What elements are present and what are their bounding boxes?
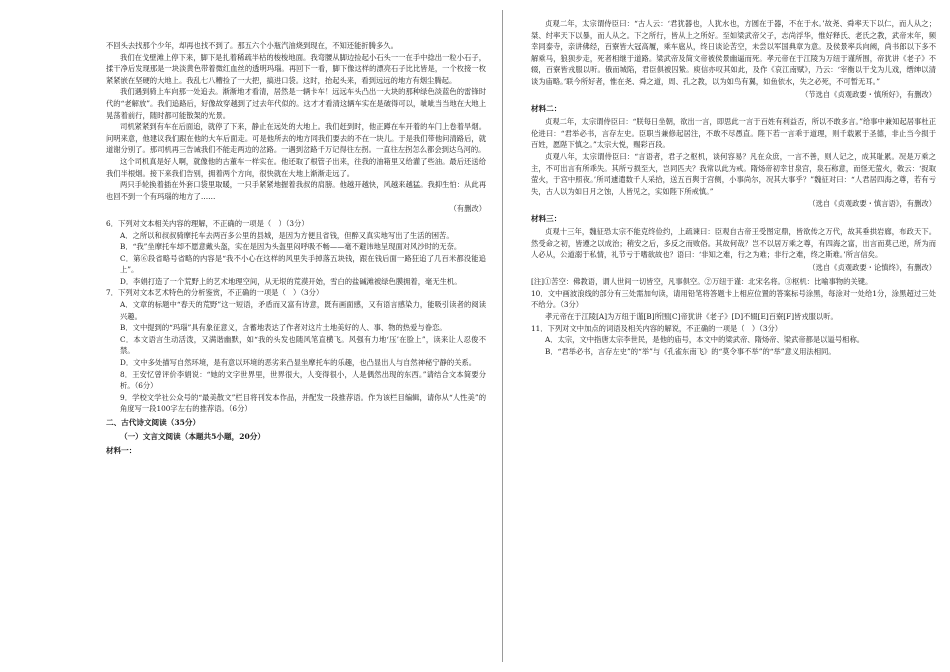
passage-paragraph: 这个司机真是好人啊，就像他的古董车一样实在。他还取了根管子出来，往我的油箱里又给灌了些油。最后还送给我们半根烟。接下来我们告别，拥着两个方向，很快就在大地上渐渐走远了。 <box>106 156 486 178</box>
passage-paragraph: 我们在戈壁滩上停下来，脚下是扎着稀疏半枯的梭梭地面。我弯腰从脚边捡起小石头一一在手中捻出一粒小石子，揉干净后发现那是一块淡黄色带着微红血丝的透明玛瑙。再回下一看，脚下像这样的漂亮石子比比皆是，一个枚接一枚紧紧嵌在坚硬的大地上。我乱七八糟捡了一大把，搞进口袋。这时，抬起头来，看到远远的地方有烟尘腾起。 <box>106 52 486 85</box>
annotation-note: [注]①苦空：佛教语，谓人世间一切皆空，凡事俱空。②万纽于谨：北宋名将。③枢机：比喻事物的关键。 <box>531 277 873 287</box>
option-d: D．文中多处描写自然环境，是有意以环境的恶劣来凸显坐摩托车的乐趣，也凸显出人与自然神秘宁静的关系。 <box>120 358 477 368</box>
right-column <box>507 0 950 672</box>
material-1-source: （节选自《贞观政要・慎所好》，有删改） <box>801 89 936 99</box>
option-a: A．太宗，文中指唐太宗李世民，是他的庙号，本文中的梁武帝、隋炀帝、梁武帝都是以谥号相称。 <box>545 335 865 345</box>
option-a: A．文章的标题中“春天的荒野”这一短语，矛盾而又富有诗意，既有画面感，又有语言感染力，能吸引读者的阅读兴趣。 <box>120 300 486 321</box>
question-8: 8．王安忆曾评价李娟说：“她的文字世界里，世界很大，人变得很小，人是偶然出现的东西。”请结合文本简要分析。（6分） <box>120 369 486 391</box>
question-9: 9．学校文学社公众号的“最美散文”栏目将刊发本作品，并配发一段推荐语。作为该栏目编辑，请你从“人性美”的角度写一段100字左右的推荐语。（6分） <box>120 392 486 414</box>
option-d: D．李娟打造了一个荒野上的艺术地理空间，从无垠的荒漠开始，雪白的盐碱滩被绿色膜拥着，毫无生机。 <box>120 276 462 286</box>
option-b: B．“我”坐摩托车却不愿意戴头盔，实在是因为头盔里闷呼吸不畅——毫不避讳地呈现面对风沙时的无奈。 <box>120 242 462 252</box>
passage-paragraph: 不回头去找那个少年，却再也找不到了。那五六个小瓶汽油烧到现在，不知还能折腾多久。 <box>106 41 398 50</box>
passage-paragraph: 我们遇到骑上车向那一处追去。渐渐地才看清，居然是一辆卡车！远远车头凸出一大块的那种绿色淡蓝色的雷锋时代的“老解放”。我们追路后，好像故穿越到了过去年代似的。这才才看清这辆车实在是破得可以，呲呲当当地在大地上晃荡着前行，随时都可能散架的光景。 <box>106 87 486 120</box>
column-divider <box>502 10 503 662</box>
section-heading: 二、古代诗文阅读（35分） <box>106 418 201 427</box>
question-7: 7．下列对文本艺术特色的分析鉴赏，不正确的一项是（ ）（3分） <box>106 288 324 298</box>
question-6: 6．下列对文本相关内容的理解，不正确的一项是（ ）（3分） <box>106 218 309 228</box>
passage-paragraph: 司机紧紧到有车在后面追，就停了下来，静止在远处的大地上。我们赶到时，他正蹲在车开着的车门上卷着旱烟。问明来意，他建议我们跟在他的大车后面走。可是他所去的地方同我们要去的不在一块儿。于是我们带他问清路后，就道谢分别了。那司机再三告诫我们不能走两边的岔路。一遇到岔路千万记得往左拐。一直往左拐怎么都会到达乌河的。 <box>106 122 486 155</box>
passage-paragraph: 两只手轮换着插在外套口袋里取暖，一只手紧紧地握着我叔的肩膀。他越开越快，风越来越猛。我抑生怕：从此再也回不到一个有玛瑙的地方了…… <box>106 180 486 201</box>
question-11: 11．下列对文中加点的词语及相关内容的解说，不正确的一项是（ ）（3分） <box>531 323 783 333</box>
material-2-text: 贞观八年，太宗谓侍臣曰：“言语者，君子之枢机，谈何容易？凡在众庶，一言不善，则人记之，成其耻累。况是万乘之主，不可出言有所乖失。其所亏损至大，岂同匹夫？我常以此为戒。隋炀帝初幸甘泉宫，泉石称意，而怪无萤火，敕云：‘捉取萤火，于宫中照夜。’所司遽遣数千人采拾，送五百舆于宫侧，小事尚尔，况其大事乎？”魏征对曰：“人君居四海之尊，若有亏失，古人以为如日月之蚀，人皆见之，实如陛下所戒慎。” <box>531 151 936 196</box>
subsection-heading: （一）文言文阅读（本题共5小题，20分） <box>120 432 265 441</box>
punctuation-sentence: 孝元帝在于江陵[A]为万纽于谨[B]所围[C]帝犹讲《老子》[D]不辍[E]百寮[F]皆戎服以听。 <box>545 312 838 322</box>
material-label: 材料一： <box>106 446 137 455</box>
option-a: A．之所以和叔叔骑摩托车去两百多公里的县城，是因为方便且省钱，但醉又真实地写出了生活的困苦。 <box>120 230 454 240</box>
material-2-source: （选自《贞观政要・慎言语》，有删改） <box>808 199 936 209</box>
material-3-text: 贞观十三年，魏征恐太宗不能克终俭约，上疏谏曰：臣观自古帝王受图定鼎，皆欲传之万代，故其垂拱岩廊，布政天下。然受命之初，皆遵之以成治；稍安之后，多反之而败俗。其故何哉？岂不以居万乘之尊，有四海之富，出言而莫己逆，所为而人必从，公道溺于私情，礼节亏于嗜欲故也？语曰：‘非知之难，行之为难；非行之难，终之斯难。’所言信矣。 <box>531 226 936 260</box>
material-2-label: 材料二： <box>531 104 562 114</box>
question-10: 10．文中画波浪线的部分有三处需加句读，请用铅笔将答题卡上相应位置的答案标号涂黑，每涂对一处给1分，涂黑超过三处不给分。（3分） <box>531 288 936 310</box>
material-2-text: 贞观二年，太宗谓侍臣曰：“朕每日坐朝，欲出一言，即思此一言于百姓有利益否，所以不敢多言。”给事中兼知起居事杜正伦进曰：“君举必书，言存左史。臣职当兼修起居注，不敢不尽愚直。陛下若一言乖于道理，则千载累于圣德，非止当今损于百姓，愿陛下慎之。”太宗大悦，赐彩百段。 <box>531 117 936 150</box>
material-1-text: 贞观二年，太宗谓侍臣曰：“古人云：‘君犹器也，人犹水也，方圆在于器，不在于水。’故尧、舜率天下以仁，而人从之；桀、纣率天下以暴，而人从之。下之所行，皆从上之所好。至如梁武帝父子，志尚浮华，惟好释氏、老氏之教，武帝末年，频幸同泰寺，亲讲佛经，百寮皆大冠高履，乘车扈从，终日谈论苦空，未尝以军国典章为意。及侯景率兵向阙，尚书郎以下多不解乘马，狼狈步走，死者相继于道路。梁武帝及简文帝被侯景幽逼而死。孝元帝在于江陵为万纽于谨所围，帝犹讲《老子》不辍，百寮皆戎服以听。俄而城陷，君臣俱被囚絷。庾信亦叹其如此，及作《哀江南赋》，乃云：‘宰衡以干戈为儿戏，缙绅以清谈为庙略。’联今所好者，惟在尧、舜之道，周、孔之教，以为如鸟有翼，如鱼依水，失之必死，不可暂无耳。” <box>531 19 936 86</box>
option-b: B．文中提到的“玛瑙”具有象征意义，含蓄地表达了作者对这片土地美好的人、事、物的热爱与眷恋。 <box>120 323 447 333</box>
material-3-label: 材料三： <box>531 213 562 223</box>
option-c: C．本文语言生动活泼，又满谐幽默，如“我的头发也随风笔直横飞。风强有力地‘压’在脸上”，读来让人忍俊不禁。 <box>120 334 486 356</box>
option-c: C．第⑥段省略号省略的内容是“我不小心在这样的风里失手掉落五块钱，跟在钱后面一路狂追了几百米都没能追上”。 <box>120 253 486 275</box>
material-3-source: （选自《贞观政要・论慎终》，有删改） <box>808 262 936 272</box>
option-b: B．“君举必书，言存左史”的“举”与《孔雀东南飞》的“莫令事不举”的“举”意义用法相同。 <box>545 346 836 356</box>
passage-source: （有删改） <box>449 204 486 214</box>
